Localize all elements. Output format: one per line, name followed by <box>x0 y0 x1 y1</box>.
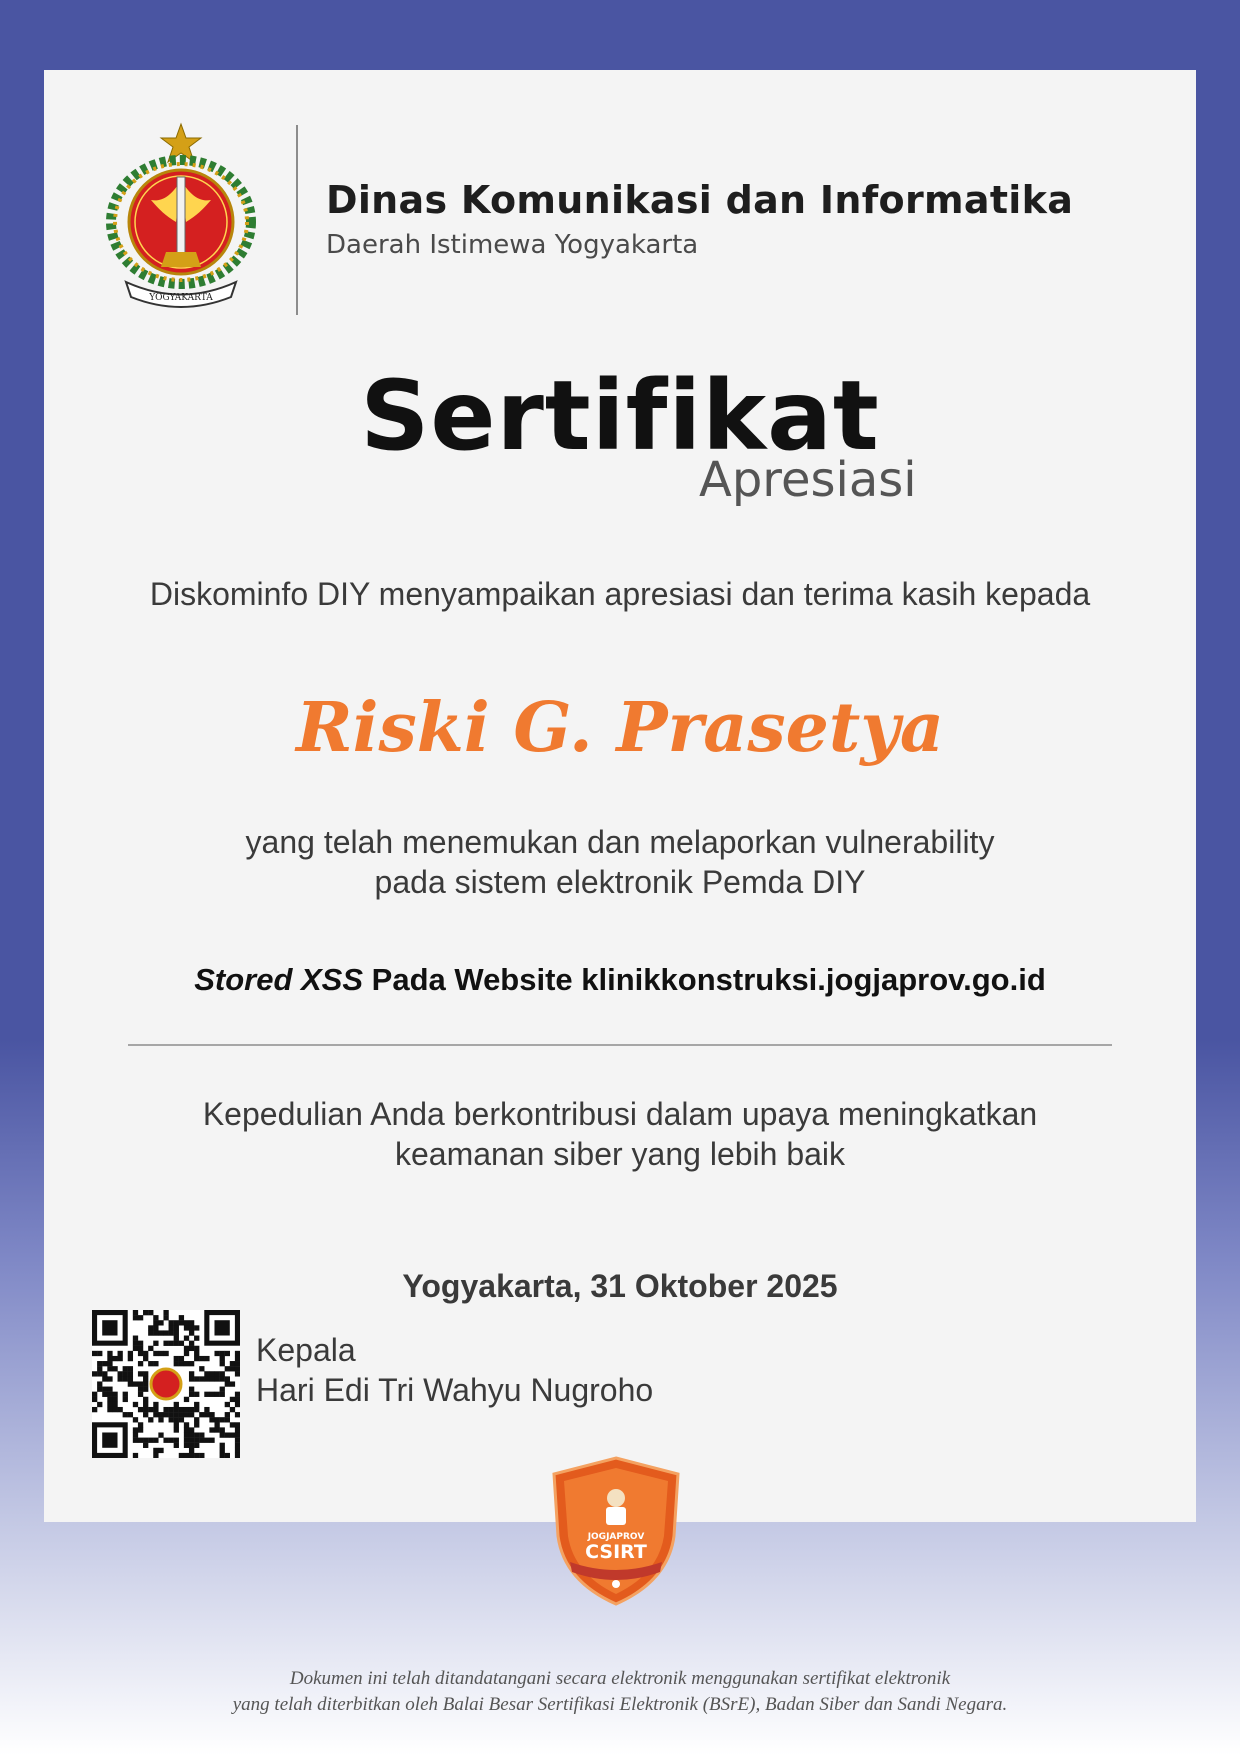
csirt-badge-icon <box>550 1456 682 1606</box>
emblem-caption: YOGYAKARTA <box>149 293 213 303</box>
description-line-1: yang telah menemukan dan melaporkan vulnerability <box>245 824 995 860</box>
intro-text: Diskominfo DIY menyampaikan apresiasi dan terima kasih kepada <box>149 576 1091 612</box>
finding-type: Stored XSS <box>194 962 364 997</box>
certificate-card <box>44 70 1196 1522</box>
organization-name: Dinas Komunikasi dan Informatika <box>326 178 1074 222</box>
place-date: Yogyakarta, 31 Oktober 2025 <box>402 1268 838 1304</box>
signer-position: Kepala <box>256 1332 356 1368</box>
badge-label-main: CSIRT <box>585 1541 647 1563</box>
description-text <box>44 822 1196 902</box>
footer-disclaimer <box>0 1666 1240 1718</box>
closing-note-line-2: keamanan siber yang lebih baik <box>394 1136 846 1172</box>
badge-label-top: JOGJAPROV <box>587 1532 645 1542</box>
finding-title <box>44 962 1196 998</box>
footer-line-1: Dokumen ini telah ditandatangani secara elektronik menggunakan sertifikat elektronik <box>289 1668 951 1689</box>
certificate-subtitle: Apresiasi <box>699 452 917 508</box>
finding-target: Pada Website klinikkonstruksi.jogjaprov.go.id <box>363 962 1046 997</box>
closing-note-line-1: Kepedulian Anda berkontribusi dalam upaya meningkatkan <box>202 1096 1038 1132</box>
signer-name: Hari Edi Tri Wahyu Nugroho <box>256 1372 654 1408</box>
qr-code-icon <box>92 1310 240 1458</box>
description-line-2: pada sistem elektronik Pemda DIY <box>374 864 866 900</box>
header-divider <box>296 125 298 315</box>
footer-line-2: yang telah diterbitkan oleh Balai Besar Sertifikasi Elektronik (BSrE), Badan Siber dan Sandi Negara. <box>232 1694 1008 1715</box>
certificate-title: Sertifikat <box>360 360 880 472</box>
section-divider <box>128 1044 1112 1046</box>
organization-region: Daerah Istimewa Yogyakarta <box>326 230 699 260</box>
closing-note <box>44 1094 1196 1174</box>
recipient-name: Riski G. Prasetya <box>296 688 944 768</box>
yogyakarta-emblem-icon <box>106 122 256 312</box>
